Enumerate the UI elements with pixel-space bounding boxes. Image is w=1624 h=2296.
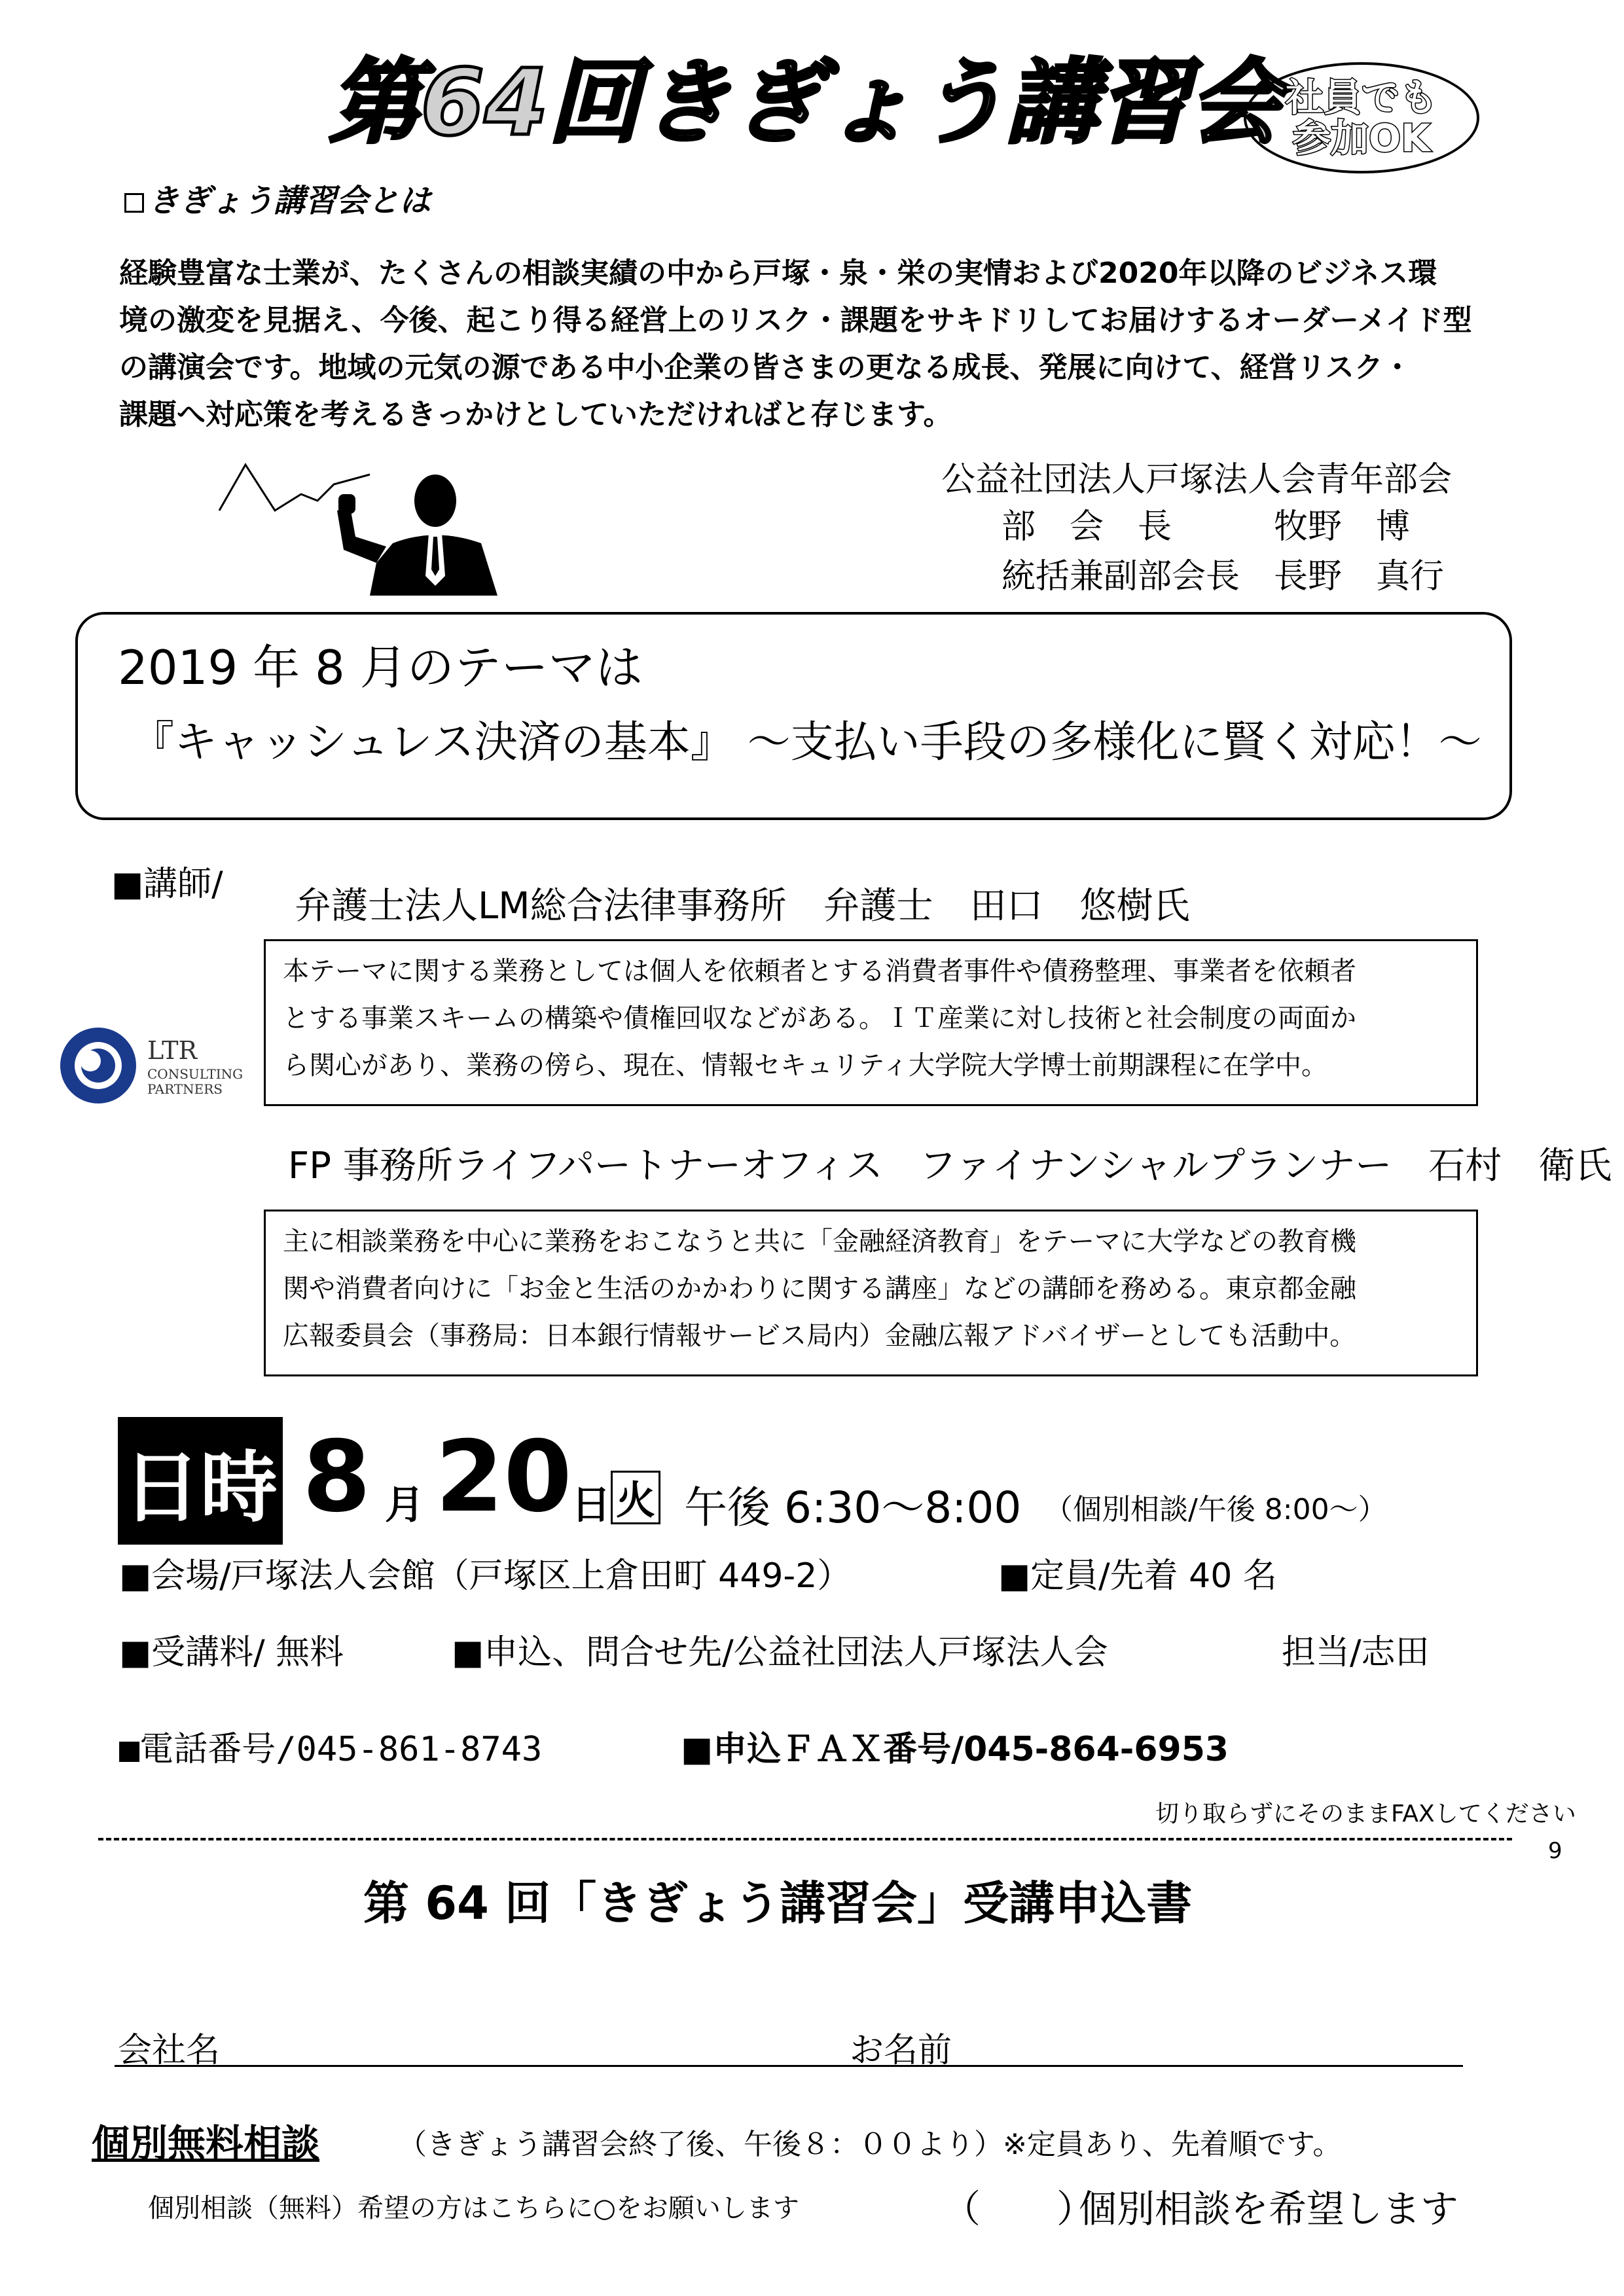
logo-line2: CONSULTING bbox=[147, 1066, 244, 1082]
venue: ■会場/戸塚法人会館（戸塚区上倉田町 449-2） bbox=[119, 1556, 852, 1596]
consult-request-label: 個別相談を希望します bbox=[1079, 2187, 1459, 2231]
datetime-label: 日時 bbox=[118, 1417, 283, 1545]
intro-line: 境の激変を見据え、今後、起こり得る経営上のリスク・課題をサキドリしてお届けするオーダーメイド型 bbox=[119, 304, 1472, 337]
about-heading-text: きぎょう講習会とは bbox=[148, 183, 431, 219]
theme-intro: 2019 年 8 月のテーマは bbox=[118, 640, 643, 695]
capacity: ■定員/先着 40 名 bbox=[998, 1556, 1277, 1596]
organizer-role-chair: 部 会 長 牧野 博 bbox=[1001, 507, 1411, 547]
event-day-unit: 日 bbox=[571, 1482, 611, 1528]
lecturer-label: ■講師/ bbox=[111, 865, 223, 904]
speaker1-name: 弁護士法人LM総合法律事務所 弁護士 田口 悠樹氏 bbox=[295, 885, 1190, 927]
about-heading bbox=[124, 175, 431, 221]
speaker2-name: FP 事務所ライフパートナーオフィス ファイナンシャルプランナー 石村 衛氏 bbox=[288, 1145, 1612, 1187]
consult-heading: 個別無料相談 bbox=[92, 2121, 320, 2166]
checkbox-icon bbox=[124, 193, 144, 213]
event-month: 8 bbox=[302, 1420, 371, 1534]
bio-line: 本テーマに関する業務としては個人を依頼者とする消費者事件や債務整理、事業者を依頼者 bbox=[283, 956, 1356, 986]
businessman-icon bbox=[331, 471, 504, 596]
main-title bbox=[329, 46, 1282, 157]
phone-number: ■電話番号/045-861-8743 bbox=[119, 1730, 543, 1769]
logo-line1: LTR bbox=[147, 1036, 198, 1065]
organizer-name: 公益社団法人戸塚法人会青年部会 bbox=[941, 460, 1453, 499]
consult-instruction: 個別相談（無料）希望の方はこちらに○をお願いします bbox=[148, 2193, 799, 2223]
speaker2-bio bbox=[264, 1210, 1478, 1376]
speaker1-bio bbox=[264, 939, 1478, 1106]
event-month-unit: 月 bbox=[385, 1482, 424, 1528]
intro-line: の講演会です。地域の元気の源である中小企業の皆さまの更なる成長、発展に向けて、経営リスク・ bbox=[119, 351, 1412, 384]
staff-welcome-badge bbox=[1244, 62, 1479, 173]
contact: ■申込、問合せ先/公益社団法人戸塚法人会 bbox=[452, 1633, 1108, 1672]
bio-line: 主に相談業務を中心に業務をおこなうと共に「金融経済教育」をテーマに大学などの教育機 bbox=[283, 1227, 1356, 1257]
consult-description: （きぎょう講習会終了後、午後８：００より）※定員あり、先着順です。 bbox=[398, 2128, 1342, 2161]
page-number: 9 bbox=[1548, 1838, 1562, 1864]
fax-number: ■申込ＦＡＸ番号/045-864-6953 bbox=[681, 1730, 1229, 1769]
intro-text bbox=[119, 250, 1533, 439]
ltr-logo bbox=[59, 1023, 255, 1108]
event-day: 20 bbox=[435, 1420, 572, 1534]
name-field-label: お名前 bbox=[850, 2031, 952, 2070]
theme-title: 『キャッシュレス決済の基本』 ～支払い手段の多様化に賢く対応！～ bbox=[131, 717, 1482, 767]
consult-mark-field[interactable]: （ ） bbox=[943, 2187, 1095, 2231]
event-time: 午後 6:30～8:00 bbox=[684, 1482, 1022, 1533]
event-weekday: 火 bbox=[611, 1471, 660, 1524]
intro-line: 経験豊富な士業が、たくさんの相談実績の中から戸塚・泉・栄の実情および2020年以降のビジネス環 bbox=[119, 257, 1437, 290]
intro-line: 課題へ対応策を考えるきっかけとしていただければと存じます。 bbox=[119, 398, 952, 431]
logo-line3: PARTNERS bbox=[147, 1081, 223, 1097]
form-title: 第 64 回「きぎょう講習会」受講申込書 bbox=[363, 1876, 1193, 1930]
badge-line2: 参加OK bbox=[1292, 116, 1431, 160]
cut-line bbox=[98, 1838, 1512, 1840]
bio-line: とする事業スキームの構築や債権回収などがある。ＩＴ産業に対し技術と社会制度の両面か bbox=[283, 1003, 1356, 1033]
cut-note: 切り取らずにそのままFAXしてください bbox=[1155, 1801, 1576, 1827]
main-title-text: 第64回きぎょう講習会 bbox=[329, 50, 1282, 156]
event-time-note: （個別相談/午後 8:00～） bbox=[1044, 1493, 1387, 1526]
bio-line: 広報委員会（事務局：日本銀行情報サービス局内）金融広報アドバイザーとしても活動中。 bbox=[283, 1321, 1356, 1351]
form-field-line[interactable] bbox=[115, 2065, 1463, 2067]
bio-line: ら関心があり、業務の傍ら、現在、情報セキュリティ大学院大学博士前期課程に在学中。 bbox=[283, 1050, 1327, 1081]
staff: 担当/志田 bbox=[1282, 1633, 1430, 1672]
organizer-role-vice: 統括兼副部会長 長野 真行 bbox=[1001, 557, 1445, 596]
bio-line: 関や消費者向けに「お金と生活のかかわりに関する講座」などの講師を務める。東京都金融 bbox=[283, 1274, 1356, 1304]
fee: ■受講料/ 無料 bbox=[119, 1633, 344, 1672]
badge-line1: 社員でも bbox=[1285, 75, 1437, 120]
company-field-label: 会社名 bbox=[118, 2031, 221, 2070]
